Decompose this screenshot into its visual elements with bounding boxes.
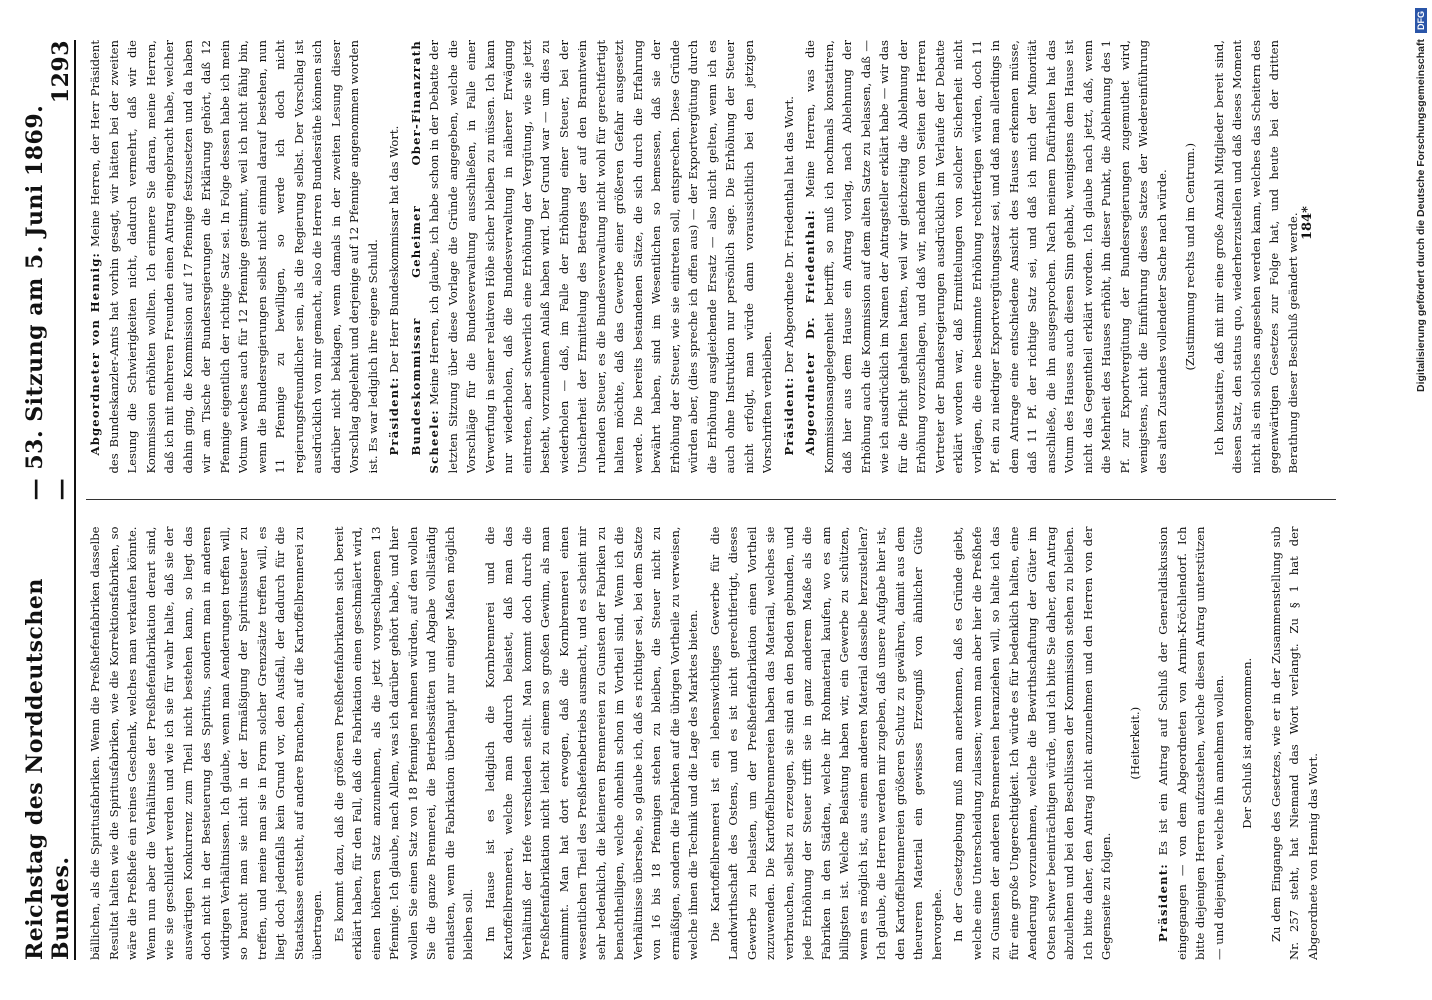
speech-text: Es ist ein Antrag auf Schluß der Generaldiskussion eingegangen — von dem Abgeordneten von Arnim-Kröchlendorf. Ich bitte diejenigen Herren aufzustehen, welche diesen Antrag unterstützen — und diejenigen, welche ihn annehmen wollen.	[1156, 526, 1226, 960]
speech-text: Der Abgeordnete Dr. Friedenthal hat das Wort.	[781, 96, 796, 373]
credit-text: Digitalisierung gefördert durch die Deutsche Forschungsgemeinschaft	[1415, 39, 1427, 392]
text-columns	[86, 40, 1336, 960]
speech-text: Meine Herren, der Herr Präsident des Bundeskanzler-Amts hat vorhin gesagt, wir hätten bei der zweiten Lesung die Schwierigkeiten nicht, dadurch vermehrt, daß wir die Kommission erhöhten wollten. Ich erinnere Sie daran, meine Herren, daß ich mit mehreren Freunden einen Antrag eingebracht habe, welcher dahin ging, die Kommission auf 17 Pfennige festzusetzen und da haben wir am Tische der Bundesregierungen die Erklärung gehört, daß 12 Pfennige eigentlich der richtige Satz sei. In Folge dessen habe ich mein Votum welches auch für 12 Pfennige gestimmt, weil ich nicht fähig bin, wenn die Bundesregierungen selbst nicht einmal darauf bestehen, nun 11 Pfennige zu bewilligen, so werde ich doch nicht regierungsfreundlicher sein, als die Regierung selbst. Der Vorschlag ist ausdrücklich von mir gemacht, also die Herren Bundesräthe können sich darüber nicht beklagen, wenn damals in der zweiten Lesung dieser Vorschlag abgelehnt und derjenige auf 12 Pfennige angenommen worden ist. Es war lediglich ihre eigene Schuld.	[88, 40, 380, 474]
speech-text: Meine Herren, was die Kommissionsangelegenheit betrifft, so muß ich nochmals konstatiren, daß hier aus dem Hause ein Antrag vorlag, nach Ablehnung der Erhöhung auch die Kommission auf dem alten Satze zu belassen, daß — wie ich ausdrücklich im Namen der Antragsteller erklärt habe — wir das für die Pflicht gehalten hatten, weil wir gleichzeitig die Ablehnung der Erhöhung vorzuschlagen, und daß wir, nachdem von Seiten der Herren Vertreter der Bundesregierungen ausdrücklich im Verlaufe der Debatte erklärt worden war, daß Ermittelungen von solcher Sicherheit nicht vorlägen, die eine bestimmte Erhöhung rechtfertigen würden, doch 11 Pf. ein zu niedriger Exportvergütungssatz sei, und daß man allerdings in dem Antrage eine entschiedene Ansicht des Hauses erkennen müsse, daß 11 Pf. der richtige Satz sei, und daß ich mich der Minorität anschließe, die ihn ausgesprochen. Nach meinem Dafürhalten hat das Votum des Hauses auch diesen Sinn gehabt, wenigstens dem Hause ist nicht das Gegentheil erklärt worden. Ich glaube nach jetzt, daß, wenn die Mehrheit des Hauses erhöht, ihn dieser Punkt, die Ablehnung des 1 Pf. zur Exportvergütung der Bundesregierungen zugemuthet wird, wenigstens, nicht die Einführung dieses Satzes der Wiedereinführung des alten Zustandes vollendeter Sache nach würde.	[803, 40, 1169, 474]
interjection: (Zustimmung rechts und im Centrum.)	[1183, 142, 1197, 371]
digitization-credit-strip	[1410, 0, 1432, 1000]
interjection: (Heiterkeit.)	[1127, 706, 1142, 780]
speech-text: Meine Herren, ich glaube, ich habe schon in der Debatte der letzten Sitzung über diese Vorlage die Gründe angegeben, welche die Vorschläge für die Bundesverwaltung ausschließen, in Falle einer Verwerfung in seiner relativen Höhe sicher bleiben zu müssen. Ich kann nur wiederholen, daß die Bundesverwaltung in näherer Erwägung eintreten, aber schwerlich eine Erhöhung der Vergütung, wie sie jetzt besteht, vorzunehmen Anlaß haben wird. Der Grund war — um dies zu wiederholen — daß, im Falle der Erhöhung einer Steuer, bei der Unsicherheit der Ermittelung des Betrages der auf den Branntwein ruhenden Steuer, es die Bundesverwaltung nicht wohl für gerechtfertigt halten möchte, daß das Gewerbe einer größeren Gefahr ausgesetzt werde. Die bereits bestandenen Sätze, die sich durch die Erfahrung bewährt haben, sind im Wesentlichen so bemessen, daß sie der Erhöhung der Steuer, wie sie eintreten soll, entsprechen. Diese Gründe würden aber, (dies spreche ich offen aus) — der Exportvergütung durch die Erhöhung ausgleichende Ersatz — also nicht gelten, wenn ich es auch ohne Instruktion nur persönlich sage. Die Erhöhung der Steuer nicht erfolgt, man würde dann voraussichtlich bei den jetzigen Vorschriften verbleiben.	[427, 40, 774, 474]
paragraph: Es kommt dazu, daß die größeren Preßhefenfabrikanten sich bereit erklärt haben, für den Fall, daß die Fabrikation einen geschmälert wird, einen höheren Satz anzunehmen, als die jetzt vorgeschlagenen 13 Pfennige. Ich glaube, nach Allem, was ich darüber gehört habe, und hier wollen Sie einen Satz von 18 Pfennigen nehmen würden, auf den wollen Sie die ganze Brennerei, die Betriebsstätten und Abgabe vollständig entlasten, wenn die Fabrikation überhaupt nur einiger Maßen möglich bleiben soll.	[331, 526, 475, 960]
running-head-center: — 53. Sitzung am 5. Juni 1869. —	[22, 104, 74, 501]
column-right	[86, 40, 1336, 474]
paragraph	[385, 40, 404, 474]
paragraph: In der Gesetzgebung muß man anerkennen, daß es Gründe giebt, welche eine Unterscheidung zulassen; wenn man aber hier die Preßhefe zu Gunsten der anderen Brennereien heranziehen will, so halte ich das für eine große Ungerechtigkeit. Ich würde es für bedenklich halten, eine Aenderung vorzunehmen, welche die Bewirthschaftung der Güter im Osten schwer beeinträchtigen würde, und ich bitte Sie daher, den Antrag abzulehnen und bei den Beschlüssen der Kommission stehen zu bleiben. Ich bitte daher, den Antrag nicht anzunehmen und den Herren von der Gegenseite zu folgen.	[951, 526, 1113, 960]
paragraph: Der Schluß ist angenommen.	[1240, 657, 1254, 829]
column-left	[86, 527, 1336, 961]
paragraph	[801, 40, 1171, 474]
paragraph: Im Hause ist es lediglich die Kornbrennerei und die Kartoffelbrennerei, welche man dadurch belastet, daß man das Verhältniß der Hefe verschieden stellt. Man kommt doch durch die Preßhefenfabrikation nicht leicht zu einem so großen Gewinn, als man annimmt. Man hat dort erwogen, daß die Kornbrennerei einen wesentlichen Theil des Preßhefenbetriebs ausmacht, und es scheint mir sehr bedenklich, die kleineren Brennereien zu Gunsten der Fabriken zu benachtheiligen, welche ohnehin schon im Vortheil sind. Wenn ich die Verhältnisse übersehe, so glaube ich, daß es richtiger sei, bei dem Satze von 16 bis 18 Pfennigen stehen zu bleiben, die Steuer nicht zu ermäßigen, sondern die Fabriken auf die übrigen Vortheile zu verweisen, welche ihnen die Technik und die Lage des Marktes bieten.	[482, 526, 700, 960]
paragraph	[780, 40, 799, 474]
sheet-signature: 184*	[1300, 206, 1315, 240]
paragraph: Ich konstatire, daß mit mir eine große Anzahl Mitglieder bereit sind, diesen Satz, den status quo, wiederherzustellen und daß dieses Moment nicht als ein solches angesehen werden kann, welches das Scheitern des gegenwärtigen Gesetzes zur Folge hat, und heute bei der dritten Berathung dieser Beschluß geändert werde.	[1211, 40, 1300, 474]
speaker-name: Präsident:	[781, 376, 796, 456]
page-number: 1293	[48, 40, 74, 104]
speaker-name: Präsident:	[387, 376, 401, 456]
digitization-credit	[1410, 0, 1432, 1000]
paragraph: bällichen, als die Spiritusfabriken. Wenn die Preßhefenfabriken dasselbe Resultat halten wie die Spiritusfabriken, wie die Korrektionsfabriken, so wäre die Preßhefe ein reines Geschenk, welches man verkaufen könnte. Wenn nun aber die Verhältnisse der Preßhefenfabrikation derart sind, wie sie geschildert werden und wie ich sie für wahr halte, daß sie der auswärtigen Konkurrenz zum Theil nicht bestehen kann, so liegt das doch nicht in der Besteuerung des Spiritus, sondern man in anderen widrigen Verhältnissen. Ich glaube, wenn man Aenderungen treffen will, so braucht man sie nicht in der Ermäßigung der Spiritussteuer zu treffen, und meine man sie in Form solcher Grenzsätze treffen will, es liegt doch jedenfalls kein Grund vor, den Ausfall, der dadurch für die Staatskasse entsteht, auf andere Branchen, auf die Kartoffelbrennerei zu übertragen.	[88, 526, 324, 960]
column-divider	[86, 500, 1336, 501]
paragraph	[86, 40, 382, 474]
speaker-name: Präsident:	[1156, 863, 1170, 942]
speech-text: Der Herr Bundeskommissar hat das Wort.	[387, 125, 401, 373]
paragraph	[1154, 527, 1228, 961]
speaker-name: Abgeordneter von Hennig:	[88, 251, 102, 456]
paragraph	[407, 40, 777, 474]
paragraph: Die Kartoffelbrennerei ist ein lebenswichtiges Gewerbe für die Landwirthschaft des Ostens, und es ist nicht gerechtfertigt, dieses Gewerbe zu belasten, um der Preßhefenfabrikation einen Vortheil zuzuwenden. Die Kartoffelbrennereien haben das Material, welches sie verbrauchen, selbst zu erzeugen, sie sind an den Boden gebunden, und jede Erhöhung der Steuer trifft sie in ganz anderem Maße als die Fabriken in den Städten, welche ihr Rohmaterial kaufen, wo es am billigsten ist. Welche Belastung haben wir, ein Gewerbe zu schützen, wenn es möglich ist, aus einem anderen Material dasselbe herzustellen? Ich glaube, die Herren werden mir zugeben, daß unsere Aufgabe hier ist, den Kartoffelbrennereien größeren Schutz zu gewähren, damit aus dem theureren Material ein gewisses Erzeugniß von ähnlicher Güte hervorgehe.	[707, 526, 944, 960]
dfg-logo: DFG	[1415, 8, 1427, 33]
speaker-name: Abgeordneter Dr. Friedenthal:	[803, 209, 817, 456]
paragraph: Zu dem Eingange des Gesetzes, wie er in der Zusammenstellung sub Nr. 257 steht, hat Niemand das Wort verlangt. Zu § 1 hat der Abgeordnete von Hennig das Wort.	[1268, 526, 1320, 960]
running-head-left: Reichstag des Norddeutschen Bundes.	[22, 578, 74, 960]
running-head	[22, 40, 76, 960]
speaker-name: Bundeskommissar Geheimer Ober-Finanzrath Scheele:	[408, 40, 441, 474]
